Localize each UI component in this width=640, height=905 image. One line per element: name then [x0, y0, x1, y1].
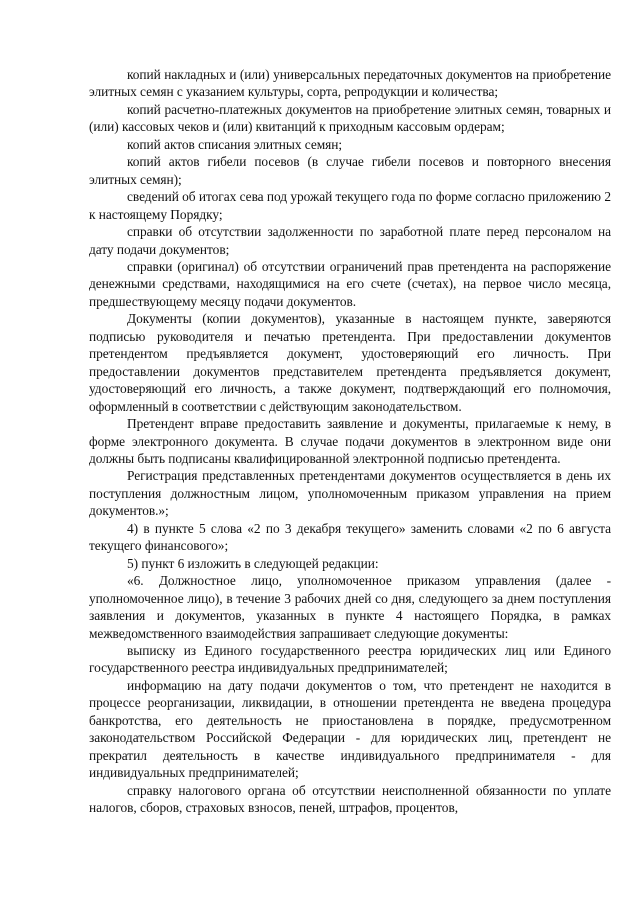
- paragraph-waybill-copies: копий накладных и (или) универсальных передаточных документов на приобретение элитных семян с указанием культуры, сорта, репродукции и количества;: [89, 67, 611, 100]
- paragraph-wage-debt-certificate: справки об отсутствии задолженности по заработной плате перед персоналом на дату подачи документов;: [89, 224, 611, 257]
- paragraph-document-certification: Документы (копии документов), указанные в настоящем пункте, заверяются подписью руководителя и печатью претендента. При предоставлении документов претендентом предъявляется документ, удостоверяющий его личность. При предоставлении документов представителем претендента предъявляется документ, удостоверяющий его личность, а также документ, подтверждающий его полномочия, оформленный в соответствии с действующим законодательством.: [89, 311, 611, 414]
- paragraph-electronic-submission: Претендент вправе предоставить заявление и документы, прилагаемые к нему, в форме электронного документа. В случае подачи документов в электронном виде они должны быть подписаны квалифицированной электронной подписью претендента.: [89, 416, 611, 466]
- paragraph-registry-extract: выписку из Единого государственного реестра юридических лиц или Единого государственного реестра индивидуальных предпринимателей;: [89, 642, 611, 676]
- paragraph-crop-loss-acts: копий актов гибели посевов (в случае гибели посевов и повторного внесения элитных семян);: [89, 154, 611, 187]
- paragraph-sowing-results: сведений об итогах сева под урожай текущего года по форме согласно приложению 2 к настоящему Порядку;: [89, 189, 611, 222]
- paragraph-write-off-acts: копий актов списания элитных семян;: [127, 136, 343, 152]
- paragraph-registration: Регистрация представленных претендентами документов осуществляется в день их поступления должностным лицом, уполномоченным приказом управления на прием документов.»;: [89, 468, 611, 519]
- paragraph-item-5: 5) пункт 6 изложить в следующей редакции:: [127, 555, 379, 571]
- paragraph-tax-certificate: справку налогового органа об отсутствии неисполненной обязанности по уплате налогов, сборов, страховых взносов, пеней, штрафов, процентов,: [89, 782, 611, 816]
- document-body: [89, 66, 611, 816]
- paragraph-reorganization-info: информацию на дату подачи документов о том, что претендент не находится в процессе реорганизации, ликвидации, в отношении претендента не введена процедура банкротства, его деятельность не приостановлена в порядке, предусмотренном законодательством Российской Федерации - для юридических лиц, претендент не прекратил деятельность в качестве индивидуального предпринимателя - для индивидуальных предпринимателей;: [89, 677, 611, 781]
- paragraph-payment-documents: копий расчетно-платежных документов на приобретение элитных семян, товарных и (или) кассовых чеков и (или) квитанций к приходным кассовым ордерам;: [89, 101, 611, 135]
- paragraph-item-4: 4) в пункте 5 слова «2 по 3 декабря текущего» заменить словами «2 по 6 августа текущего финансового»;: [89, 520, 611, 554]
- paragraph-point-6: «6. Должностное лицо, уполномоченное приказом управления (далее - уполномоченное лицо), в течение 3 рабочих дней со дня, следующего за днем поступления заявления и документов, указанных в пункте 4 настоящего Порядка, в рамках межведомственного взаимодействия запрашивает следующие документы:: [89, 573, 611, 641]
- paragraph-account-restrictions-certificate: справки (оригинал) об отсутствии ограничений прав претендента на распоряжение денежными средствами, находящимися на его счете (счетах), на первое число месяца, предшествующему месяцу подачи документов.: [89, 258, 611, 309]
